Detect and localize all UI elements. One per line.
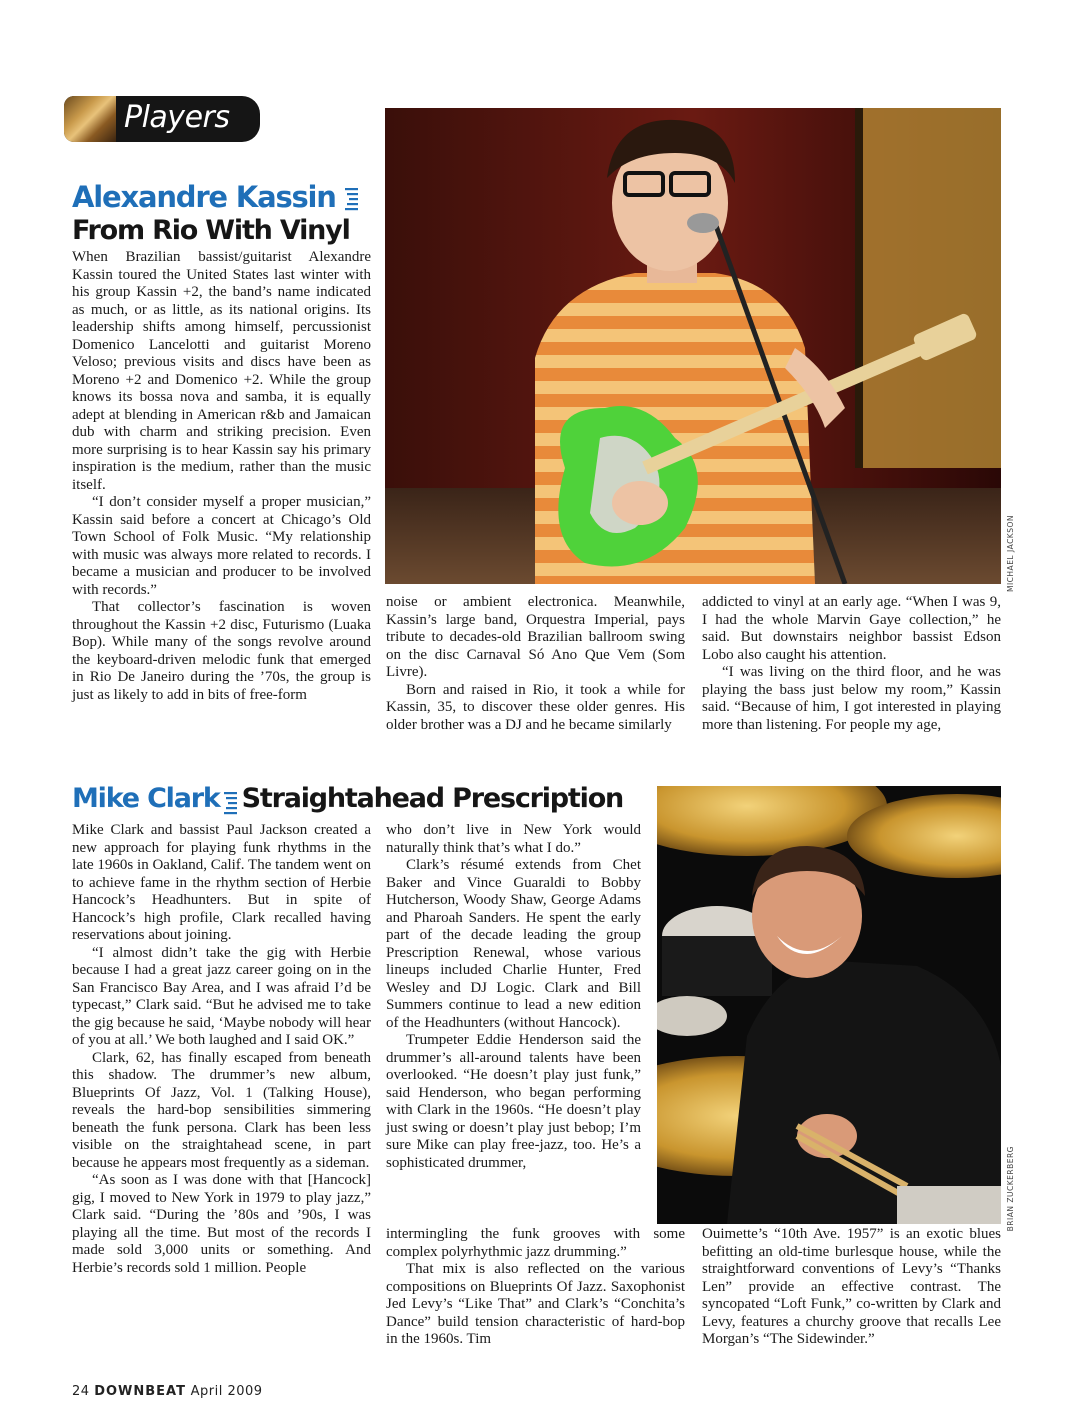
issue-date: April 2009 — [190, 1384, 263, 1399]
article2-subtitle-text: Straightahead Prescription — [241, 783, 624, 814]
magazine-name: DOWNBEAT — [94, 1384, 186, 1399]
clark-photo-art — [657, 786, 1001, 1224]
article1-column-1 — [72, 249, 371, 704]
paragraph: noise or ambient electronica. Meanwhile, Kassin’s large band, Orquestra Imperial, pays tribute to decades-old Brazilian ballroom swing on the disc Carnaval Só Ano Que Vem (Som Livre). — [386, 594, 685, 680]
page-footer — [72, 1384, 263, 1399]
paragraph: When Brazilian bassist/guitarist Alexandre Kassin toured the United States last winter with his group Kassin +2, the band’s name indicated as much, or as little, as its national origins. Its leadership shifts among himself, percussionist Domenico Lancelotti and guitarist Moreno Veloso; previous visits and discs have been as Moreno +2 and Domenico +2. While the group knows its bossa nova and samba, it is equally adept at blending in American r&b and Jamaican dub with charm and striking precision. Even more surprising is to hear Kassin say his primary inspiration is the medium, rather than the music itself. — [72, 249, 371, 493]
kassin-photo-credit: MICHAEL JACKSON — [1006, 515, 1015, 592]
paragraph: intermingling the funk grooves with some complex polyrhythmic jazz drumming.” — [386, 1226, 685, 1260]
section-label: Players — [124, 100, 230, 135]
paragraph: Born and raised in Rio, it took a while for Kassin, 35, to discover these older genres. His older brother was a DJ and he became similarly — [386, 681, 685, 733]
kassin-photo — [385, 108, 1001, 584]
article2-column-3 — [702, 1226, 1001, 1349]
article2-column-1 — [72, 822, 371, 1277]
paragraph: Clark’s résumé extends from Chet Baker and Vince Guaraldi to Bobby Hutcherson, Woody Shaw, George Adams and Pharoah Sanders. He spent the early part of the decade leading the group Prescription Renewal, whose various lineups included Charlie Hunter, Fred Wesley and DJ Logic. Clark and Bill Summers continue to lead a new edition of the Headhunters (without Hancock). — [386, 857, 641, 1031]
paragraph: Ouimette’s “10th Ave. 1957” is an exotic blues befitting an old-time burlesque house, while the straightforward conventions of Levy’s “Thanks Len” provide an effective contrast. The syncopated “Loft Funk,” co-written by Clark and Levy, features a churchy groove that recalls Lee Morgan’s “The Sidewinder.” — [702, 1226, 1001, 1347]
clark-photo — [657, 786, 1001, 1224]
page-number: 24 — [72, 1384, 90, 1399]
paragraph: addicted to vinyl at an early age. “When I was 9, I had the whole Marvin Gaye collection,” he said. But downstairs neighbor bassist Edson Lobo also caught his attention. — [702, 594, 1001, 663]
paragraph: Trumpeter Eddie Henderson said the drummer’s all-around talents have been overlooked. “He doesn’t play just funk,” said Henderson, who began performing with Clark in the 1960s. “He doesn’t play just swing or doesn’t play just bebop; I’m sure Mike can play free-jazz, too. He’s a sophisticated drummer, — [386, 1032, 641, 1171]
paragraph: “As soon as I was done with that [Hancock] gig, I moved to New York in 1979 to play jazz,” Clark said. “During the ’80s and ’90s, I was playing all the time. But most of the records I made sold 3,000 units or something. And Herbie’s records sold 1 million. People — [72, 1172, 371, 1276]
article2-headline — [72, 783, 623, 816]
chevron-icon — [345, 186, 359, 212]
paragraph: Mike Clark and bassist Paul Jackson created a new approach for playing funk rhythms in the late 1960s in Oakland, Calif. The tandem went on to achieve fame in the rhythm section of Herbie Hancock’s Headhunters. But in spite of Hancock’s high profile, Clark recalled having reservations about joining. — [72, 822, 371, 943]
article2-column-2-bottom — [386, 1226, 685, 1349]
article2-name-text: Mike Clark — [72, 783, 220, 814]
section-tab — [64, 96, 260, 142]
paragraph: That collector’s fascination is woven throughout the Kassin +2 disc, Futurismo (Luaka Bop). While many of the songs revolve around the keyboard-driven melodic funk that emerged in Rio De Janeiro during the ’70s, the group is just as likely to add in bits of free-form — [72, 599, 371, 703]
article1-name-text: Alexandre Kassin — [72, 180, 336, 214]
paragraph: “I don’t consider myself a proper musician,” Kassin said before a concert at Chicago’s Old Town School of Folk Music. “My relationship with music was always more related to records. I became a musician and producer to be involved with records.” — [72, 494, 371, 598]
article1-headline-subtitle: From Rio With Vinyl — [72, 215, 350, 246]
paragraph: who don’t live in New York would naturally think that’s what I do.” — [386, 822, 641, 856]
paragraph: That mix is also reflected on the various compositions on Blueprints Of Jazz. Saxophonist Jed Levy’s “Like That” and Clark’s “Conchita’s Dance” build tension characteristic of hard-bop in the 1960s. Tim — [386, 1261, 685, 1347]
clark-photo-credit: BRIAN ZUCKERBERG — [1006, 1146, 1015, 1232]
chevron-icon — [224, 790, 238, 816]
paragraph: Clark, 62, has finally escaped from beneath this shadow. The drummer’s new album, Blueprints Of Jazz, Vol. 1 (Talking House), reveals the hard-bop sensibilities simmering beneath the funk persona. Clark has been less visible on the straightahead scene, in part because he appears most frequently as a sideman. — [72, 1049, 371, 1171]
article1-column-3 — [702, 594, 1001, 734]
article1-headline-name — [72, 180, 359, 214]
paragraph: “I was living on the third floor, and he was playing the bass just below my room,” Kassin said. “Because of him, I got interested in playing more than listening. For people my age, — [702, 664, 1001, 733]
paragraph: “I almost didn’t take the gig with Herbie because I had a great jazz career going on in the San Francisco Bay Area, and I was afraid I’d be typecast,” Clark said. “But he advised me to take the gig because he said, ‘Maybe nobody will hear of you at all.’ We both laughed and I said OK.” — [72, 944, 371, 1048]
article1-column-2 — [386, 594, 685, 734]
saxophone-thumbnail-image — [64, 96, 116, 142]
kassin-photo-art — [385, 108, 1001, 584]
article2-column-2 — [386, 822, 641, 1172]
